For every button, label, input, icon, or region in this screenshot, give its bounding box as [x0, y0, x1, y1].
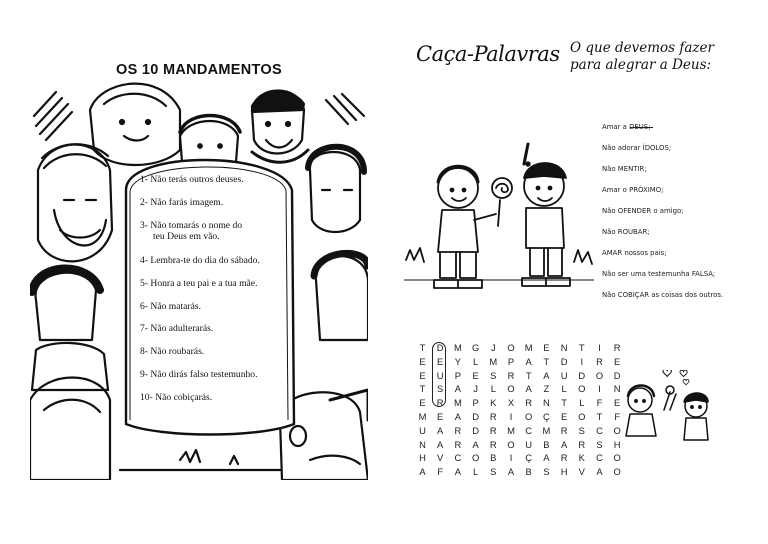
grid-cell[interactable]: C	[525, 424, 533, 436]
grid-cell[interactable]: S	[543, 466, 550, 478]
grid-cell[interactable]: S	[490, 369, 497, 381]
rule-3: Não MENTIR;	[602, 165, 647, 173]
grid-cell[interactable]: E	[472, 369, 479, 381]
subtitle-line-1: O que devemos fazer	[570, 40, 714, 56]
kids-with-hearts-illustration	[618, 370, 720, 450]
grid-cell[interactable]: A	[507, 466, 515, 478]
grid-cell[interactable]: Ç	[543, 411, 550, 422]
grid-cell[interactable]: M	[507, 424, 515, 436]
grid-cell[interactable]: D	[472, 424, 479, 436]
grid-cell[interactable]: O	[613, 452, 621, 464]
grid-cell[interactable]: K	[578, 452, 585, 464]
grid-cell[interactable]: G	[471, 342, 480, 353]
rule-2: Não adorar ÍDOLOS;	[602, 144, 672, 152]
grid-cell[interactable]: C	[596, 424, 603, 436]
grid-cell[interactable]: O	[507, 383, 515, 395]
grid-cell[interactable]: P	[472, 397, 479, 409]
strikethrough-mark	[630, 127, 653, 128]
grid-cell[interactable]: E	[437, 355, 444, 367]
grid-cell[interactable]: J	[490, 342, 496, 353]
grid-cell[interactable]: Y	[454, 355, 462, 367]
grid-cell[interactable]: D	[472, 411, 479, 422]
grid-cell[interactable]: E	[560, 411, 568, 422]
grid-cell[interactable]: R	[578, 438, 586, 450]
grid-cell[interactable]: D	[613, 369, 621, 381]
rule-1: Amar a DEUS;	[602, 123, 651, 131]
grid-cell[interactable]: R	[613, 342, 621, 353]
grid-cell[interactable]: M	[524, 342, 533, 353]
word-search-subtitle	[570, 40, 740, 74]
commandment-1: 1- Não terás outros deuses.	[140, 174, 244, 185]
grid-cell[interactable]: B	[490, 452, 497, 464]
grid-cell[interactable]: I	[598, 383, 601, 395]
grid-cell[interactable]: C	[596, 452, 603, 464]
grid-cell[interactable]: F	[614, 411, 621, 422]
grid-cell[interactable]: R	[489, 424, 497, 436]
grid-cell[interactable]: S	[596, 438, 603, 450]
grid-cell[interactable]: O	[471, 452, 480, 464]
grid-cell[interactable]: M	[453, 397, 462, 409]
grid-cell[interactable]: S	[437, 383, 444, 395]
grid-cell[interactable]: L	[561, 383, 567, 395]
grid-cell[interactable]: H	[560, 466, 568, 478]
grid-cell[interactable]: T	[543, 355, 550, 367]
grid-cell[interactable]: V	[437, 452, 444, 464]
grid-cell[interactable]: E	[614, 355, 621, 367]
grid-cell[interactable]: R	[560, 424, 568, 436]
grid-cell[interactable]: B	[543, 438, 550, 450]
rule-5: Não OFENDER o amigo;	[602, 207, 684, 215]
grid-cell[interactable]: O	[507, 342, 515, 353]
grid-cell[interactable]: H	[613, 438, 621, 450]
rule-6: Não ROUBAR;	[602, 228, 650, 236]
grid-cell[interactable]: R	[596, 355, 603, 367]
grid-cell[interactable]: R	[489, 411, 497, 422]
grid-cell[interactable]: V	[578, 466, 585, 478]
grid-cell[interactable]: A	[596, 466, 603, 478]
grid-cell[interactable]: B	[525, 466, 532, 478]
rule-9: Não COBIÇAR as coisas dos outros.	[602, 291, 724, 299]
grid-cell[interactable]: E	[543, 342, 550, 353]
grid-cell[interactable]: S	[490, 466, 497, 478]
grid-cell[interactable]: Ç	[525, 452, 533, 464]
grid-cell[interactable]: N	[419, 438, 426, 450]
grid-cell[interactable]: O	[595, 369, 604, 381]
grid-cell[interactable]: U	[436, 369, 444, 381]
commandment-7: 7- Não adulterarás.	[140, 323, 214, 334]
page-title: OS 10 MANDAMENTOS	[116, 62, 282, 78]
commandment-4: 4- Lembra-te do dia do sábado.	[140, 255, 260, 266]
grid-cell[interactable]: O	[507, 438, 515, 450]
grid-cell[interactable]: P	[454, 369, 462, 381]
grid-cell[interactable]: E	[614, 397, 621, 409]
grid-cell[interactable]: A	[437, 438, 444, 450]
grid-cell[interactable]: I	[580, 355, 584, 367]
grid-cell[interactable]: A	[437, 424, 444, 436]
grid-cell[interactable]: C	[454, 452, 462, 464]
grid-cell[interactable]: N	[543, 397, 550, 409]
grid-cell[interactable]: E	[419, 397, 426, 409]
grid-cell[interactable]: R	[525, 397, 533, 409]
grid-cell[interactable]: T	[596, 411, 603, 422]
grid-cell[interactable]: M	[453, 342, 462, 353]
grid-cell[interactable]: D	[578, 369, 586, 381]
grid-cell[interactable]: A	[454, 466, 462, 478]
grid-cell[interactable]: L	[472, 355, 479, 367]
grid-cell[interactable]: A	[525, 355, 532, 367]
grid-cell[interactable]: R	[454, 424, 462, 436]
grid-cell[interactable]: M	[489, 355, 498, 367]
grid-cell[interactable]: I	[598, 342, 601, 353]
grid-cell[interactable]: J	[473, 383, 478, 395]
grid-cell[interactable]: F	[437, 466, 444, 478]
commandment-9: 9- Não dirás falso testemunho.	[140, 369, 258, 380]
grid-cell[interactable]: R	[436, 397, 444, 409]
grid-cell[interactable]: O	[613, 424, 621, 436]
grid-cell[interactable]: Z	[543, 383, 550, 395]
grid-cell[interactable]: T	[419, 383, 426, 395]
grid-cell[interactable]: O	[525, 411, 533, 422]
ten-commandments-page	[30, 40, 368, 480]
grid-cell[interactable]: R	[489, 438, 497, 450]
grid-cell[interactable]: A	[560, 438, 568, 450]
grid-cell[interactable]: A	[472, 438, 479, 450]
grid-cell[interactable]: L	[490, 383, 496, 395]
grid-cell[interactable]: T	[578, 342, 585, 353]
grid-cell[interactable]: U	[419, 424, 426, 436]
word-search-page	[396, 30, 746, 490]
grid-cell[interactable]: X	[507, 397, 515, 409]
grid-cell[interactable]: I	[509, 411, 513, 422]
commandment-3-continued: teu Deus em vão.	[153, 231, 220, 242]
grid-cell[interactable]: E	[419, 355, 426, 367]
grid-cell[interactable]: N	[613, 383, 621, 395]
rule-4: Amar o PRÓXIMO;	[602, 186, 664, 194]
grid-cell[interactable]: I	[509, 452, 513, 464]
grid-cell[interactable]: F	[596, 397, 603, 409]
two-boys-lollipop-illustration	[404, 130, 594, 305]
grid-cell[interactable]: L	[579, 397, 585, 409]
grid-cell[interactable]: A	[454, 411, 462, 422]
grid-cell[interactable]: M	[542, 424, 551, 436]
grid-cell[interactable]: A	[543, 452, 550, 464]
subtitle-line-2: para alegrar a Deus:	[570, 57, 712, 73]
grid-cell[interactable]: U	[525, 438, 533, 450]
grid-cell[interactable]: R	[560, 452, 568, 464]
word-search-title: Caça-Palavras	[416, 42, 560, 66]
commandment-8: 8- Não roubarás.	[140, 346, 205, 357]
grid-cell[interactable]: D	[436, 342, 444, 353]
grid-cell[interactable]: O	[578, 411, 586, 422]
grid-cell[interactable]: H	[419, 452, 426, 464]
grid-cell[interactable]: A	[419, 466, 426, 478]
grid-cell[interactable]: U	[560, 369, 568, 381]
grid-cell[interactable]: E	[419, 369, 426, 381]
grid-cell[interactable]: P	[507, 355, 515, 367]
grid-cell[interactable]: R	[507, 369, 515, 381]
commandment-2: 2- Não farás imagem.	[140, 197, 224, 208]
rule-7: AMAR nossos pais;	[602, 249, 667, 257]
commandment-5: 5- Honra a teu pai e a tua mãe.	[140, 278, 258, 289]
grid-cell[interactable]: E	[437, 411, 444, 422]
grid-cell[interactable]: K	[490, 397, 497, 409]
rule-8: Não ser uma testemunha FALSA;	[602, 270, 716, 278]
grid-cell[interactable]: T	[525, 369, 532, 381]
grid-cell[interactable]: O	[613, 466, 621, 478]
grid-cell[interactable]: D	[560, 355, 568, 367]
grid-cell[interactable]: M	[418, 411, 427, 422]
grid-cell[interactable]: O	[578, 383, 586, 395]
grid-cell[interactable]: T	[561, 397, 567, 409]
grid-cell[interactable]: T	[419, 342, 426, 353]
grid-cell[interactable]: A	[525, 383, 532, 395]
grid-cell[interactable]: R	[454, 438, 462, 450]
grid-cell[interactable]: A	[543, 369, 550, 381]
commandment-6: 6- Não matarás.	[140, 301, 202, 312]
grid-cell[interactable]: S	[578, 424, 585, 436]
grid-cell[interactable]: L	[472, 466, 479, 478]
grid-cell[interactable]: N	[560, 342, 568, 353]
grid-cell[interactable]: A	[454, 383, 462, 395]
commandment-10: 10- Não cobiçarás.	[140, 392, 213, 403]
commandment-3: 3- Não tomarás o nome do	[140, 220, 243, 231]
